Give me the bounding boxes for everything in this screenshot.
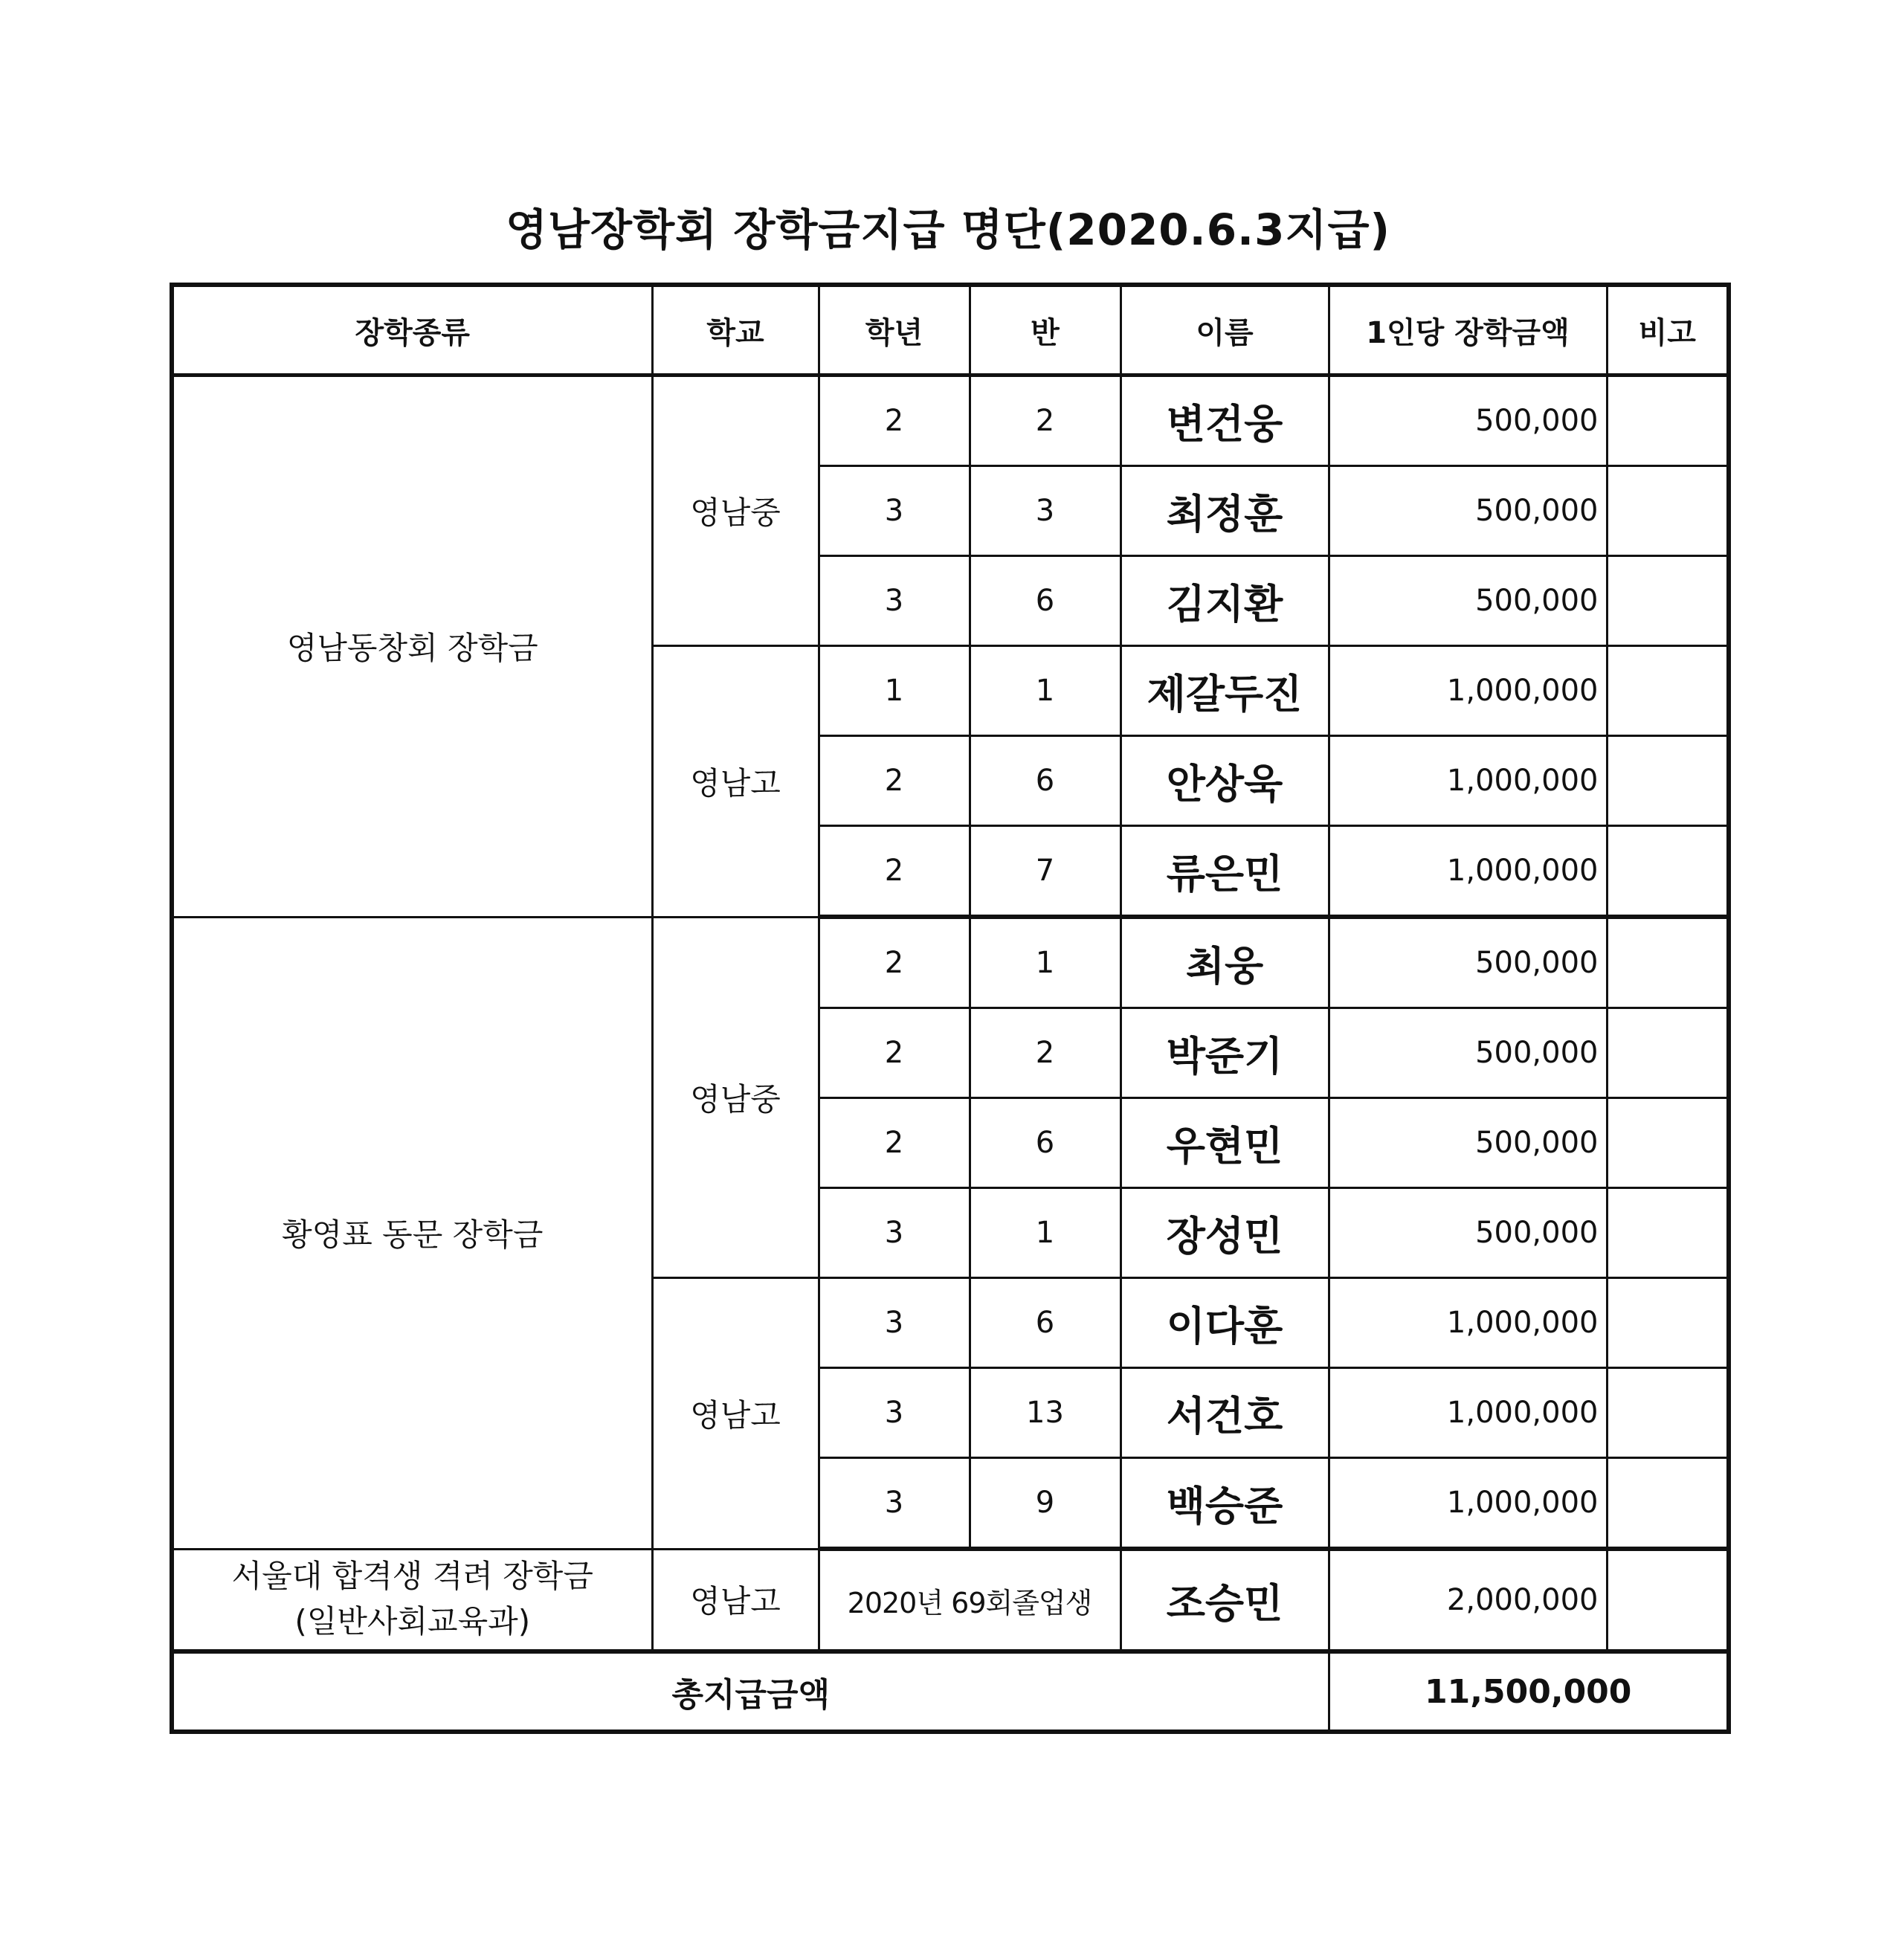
note-cell — [1607, 1098, 1729, 1188]
amount-cell: 500,000 — [1329, 1188, 1607, 1278]
header-type: 장학종류 — [172, 285, 652, 375]
header-name: 이름 — [1120, 285, 1329, 375]
student-name: 류은민 — [1120, 826, 1329, 918]
grade-cell: 3 — [819, 1368, 970, 1458]
table-row — [172, 917, 1729, 1008]
note-cell — [1607, 1368, 1729, 1458]
student-name: 우현민 — [1120, 1098, 1329, 1188]
scholarship-type-line1: 서울대 합격생 격려 장학금 — [231, 1558, 593, 1595]
grade-cell: 2 — [819, 1008, 970, 1098]
header-row — [172, 285, 1729, 375]
class-cell: 1 — [970, 646, 1120, 736]
scholarship-type: 영남동창회 장학금 — [172, 375, 652, 918]
grade-cell: 3 — [819, 1458, 970, 1550]
class-cell: 6 — [970, 556, 1120, 646]
graduate-note: 2020년 69회졸업생 — [819, 1549, 1120, 1651]
amount-cell: 500,000 — [1329, 1098, 1607, 1188]
class-cell: 1 — [970, 917, 1120, 1008]
class-cell: 6 — [970, 1278, 1120, 1368]
note-cell — [1607, 826, 1729, 918]
grade-cell: 2 — [819, 736, 970, 826]
note-cell — [1607, 646, 1729, 736]
note-cell — [1607, 917, 1729, 1008]
amount-cell: 500,000 — [1329, 917, 1607, 1008]
scholarship-type — [172, 1549, 652, 1651]
header-grade: 학년 — [819, 285, 970, 375]
document-title: 영남장학회 장학금지급 명단(2020.6.3지급) — [506, 204, 1390, 255]
student-name: 이다훈 — [1120, 1278, 1329, 1368]
grade-cell: 3 — [819, 556, 970, 646]
header-class: 반 — [970, 285, 1120, 375]
note-cell — [1607, 556, 1729, 646]
class-cell: 1 — [970, 1188, 1120, 1278]
amount-cell: 500,000 — [1329, 1008, 1607, 1098]
grade-cell: 1 — [819, 646, 970, 736]
note-cell — [1607, 1188, 1729, 1278]
note-cell — [1607, 1549, 1729, 1651]
class-cell: 6 — [970, 1098, 1120, 1188]
class-cell: 2 — [970, 1008, 1120, 1098]
grade-cell: 3 — [819, 466, 970, 556]
student-name: 제갈두진 — [1120, 646, 1329, 736]
school-name: 영남고 — [652, 1549, 819, 1651]
grade-cell: 2 — [819, 1098, 970, 1188]
school-name: 영남중 — [652, 375, 819, 646]
student-name: 장성민 — [1120, 1188, 1329, 1278]
grade-cell: 2 — [819, 826, 970, 918]
note-cell — [1607, 1458, 1729, 1550]
class-cell: 3 — [970, 466, 1120, 556]
student-name: 변건웅 — [1120, 375, 1329, 466]
note-cell — [1607, 466, 1729, 556]
amount-cell: 500,000 — [1329, 466, 1607, 556]
student-name: 최웅 — [1120, 917, 1329, 1008]
student-name: 조승민 — [1120, 1549, 1329, 1651]
grade-cell: 2 — [819, 375, 970, 466]
amount-cell: 1,000,000 — [1329, 1458, 1607, 1550]
note-cell — [1607, 1008, 1729, 1098]
class-cell: 13 — [970, 1368, 1120, 1458]
school-name: 영남고 — [652, 646, 819, 918]
table-row — [172, 375, 1729, 466]
total-amount: 11,500,000 — [1329, 1651, 1729, 1732]
student-name: 안상욱 — [1120, 736, 1329, 826]
amount-cell: 1,000,000 — [1329, 736, 1607, 826]
amount-cell: 1,000,000 — [1329, 646, 1607, 736]
amount-cell: 1,000,000 — [1329, 1368, 1607, 1458]
grade-cell: 3 — [819, 1188, 970, 1278]
amount-cell: 2,000,000 — [1329, 1549, 1607, 1651]
class-cell: 7 — [970, 826, 1120, 918]
class-cell: 6 — [970, 736, 1120, 826]
student-name: 최정훈 — [1120, 466, 1329, 556]
student-name: 김지환 — [1120, 556, 1329, 646]
school-name: 영남중 — [652, 917, 819, 1278]
total-label: 총지급금액 — [172, 1651, 1329, 1732]
scholarship-type-line2: (일반사회교육과) — [294, 1603, 531, 1640]
note-cell — [1607, 736, 1729, 826]
amount-cell: 1,000,000 — [1329, 826, 1607, 918]
grade-cell: 3 — [819, 1278, 970, 1368]
student-name: 서건호 — [1120, 1368, 1329, 1458]
amount-cell: 500,000 — [1329, 556, 1607, 646]
note-cell — [1607, 1278, 1729, 1368]
scholarship-roster-table — [170, 283, 1731, 1734]
note-cell — [1607, 375, 1729, 466]
school-name: 영남고 — [652, 1278, 819, 1550]
special-scholarship-row — [172, 1549, 1729, 1651]
total-row — [172, 1651, 1729, 1732]
amount-cell: 1,000,000 — [1329, 1278, 1607, 1368]
header-school: 학교 — [652, 285, 819, 375]
class-cell: 2 — [970, 375, 1120, 466]
class-cell: 9 — [970, 1458, 1120, 1550]
header-amount: 1인당 장학금액 — [1329, 285, 1607, 375]
scholarship-type: 황영표 동문 장학금 — [172, 917, 652, 1549]
student-name: 박준기 — [1120, 1008, 1329, 1098]
amount-cell: 500,000 — [1329, 375, 1607, 466]
grade-cell: 2 — [819, 917, 970, 1008]
header-note: 비고 — [1607, 285, 1729, 375]
student-name: 백승준 — [1120, 1458, 1329, 1550]
